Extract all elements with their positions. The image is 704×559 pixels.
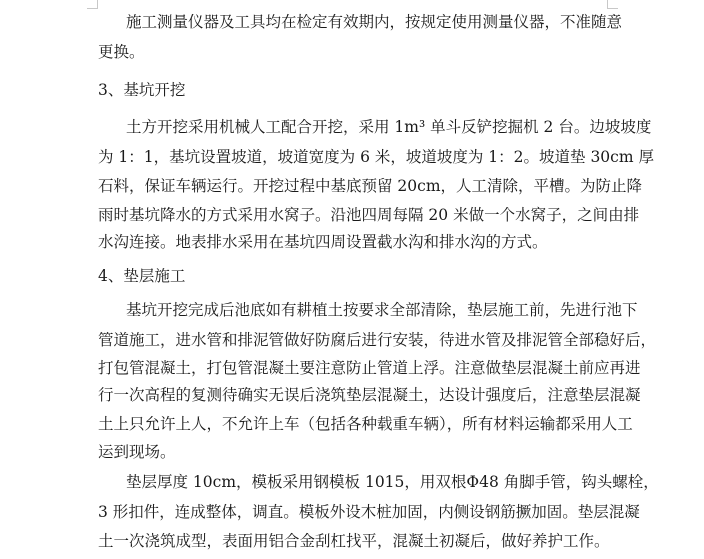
paragraph-line: 水沟连接。地表排水采用在基坑四周设置截水沟和排水沟的方式。 (98, 233, 548, 251)
paragraph-line: 土上只允许上人，不允许上车（包括各种载重车辆），所有材料运输都采用人工 (98, 415, 633, 433)
paragraph-line: 石料，保证车辆运行。开挖过程中基底预留 20cm，人工清除，平槽。为防止降 (98, 177, 643, 195)
margin-corner-mark (607, 0, 618, 9)
paragraph-line: 土方开挖采用机械人工配合开挖，采用 1m³ 单斗反铲挖掘机 2 台。边坡坡度 (126, 118, 652, 136)
paragraph-line: 3 形扣件，连成整体，调直。模板外设木桩加固，内侧设钢筋撅加固。垫层混凝 (98, 503, 640, 521)
margin-corner-mark (87, 0, 98, 9)
paragraph-line: 管道施工，进水管和排泥管做好防腐后进行安装，待进水管及排泥管全部稳好后， (98, 331, 657, 349)
paragraph-line: 行一次高程的复测待确实无误后浇筑垫层混凝土，达设计强度后，注意垫层混凝 (98, 386, 641, 404)
paragraph-line: 雨时基坑降水的方式采用水窝子。沿池四周每隔 20 米做一个水窝子，之间由排 (98, 206, 640, 224)
paragraph-line: 运到现场。 (98, 443, 176, 461)
paragraph-line: 垫层厚度 10cm，模板采用钢模板 1015，用双根Φ48 角脚手管，钩头螺栓， (126, 473, 659, 491)
paragraph-line: 打包管混凝土，打包管混凝土要注意防止管道上浮。注意做垫层混凝土前应再进 (98, 359, 641, 377)
paragraph-line: 土一次浇筑成型，表面用铝合金刮杠找平，混凝土初凝后，做好养护工作。 (98, 532, 610, 550)
paragraph-line: 施工测量仪器及工具均在检定有效期内，按规定使用测量仪器，不准随意 (126, 13, 623, 31)
paragraph-line: 更换。 (98, 43, 145, 61)
paragraph-line: 为 1：1，基坑设置坡道，坡道宽度为 6 米，坡道坡度为 1：2。坡道垫 30cm 厚 (98, 148, 654, 166)
section-heading: 4、垫层施工 (98, 267, 186, 285)
section-heading: 3、基坑开挖 (98, 81, 186, 99)
paragraph-line: 基坑开挖完成后池底如有耕植土按要求全部清除，垫层施工前，先进行池下 (126, 301, 638, 319)
